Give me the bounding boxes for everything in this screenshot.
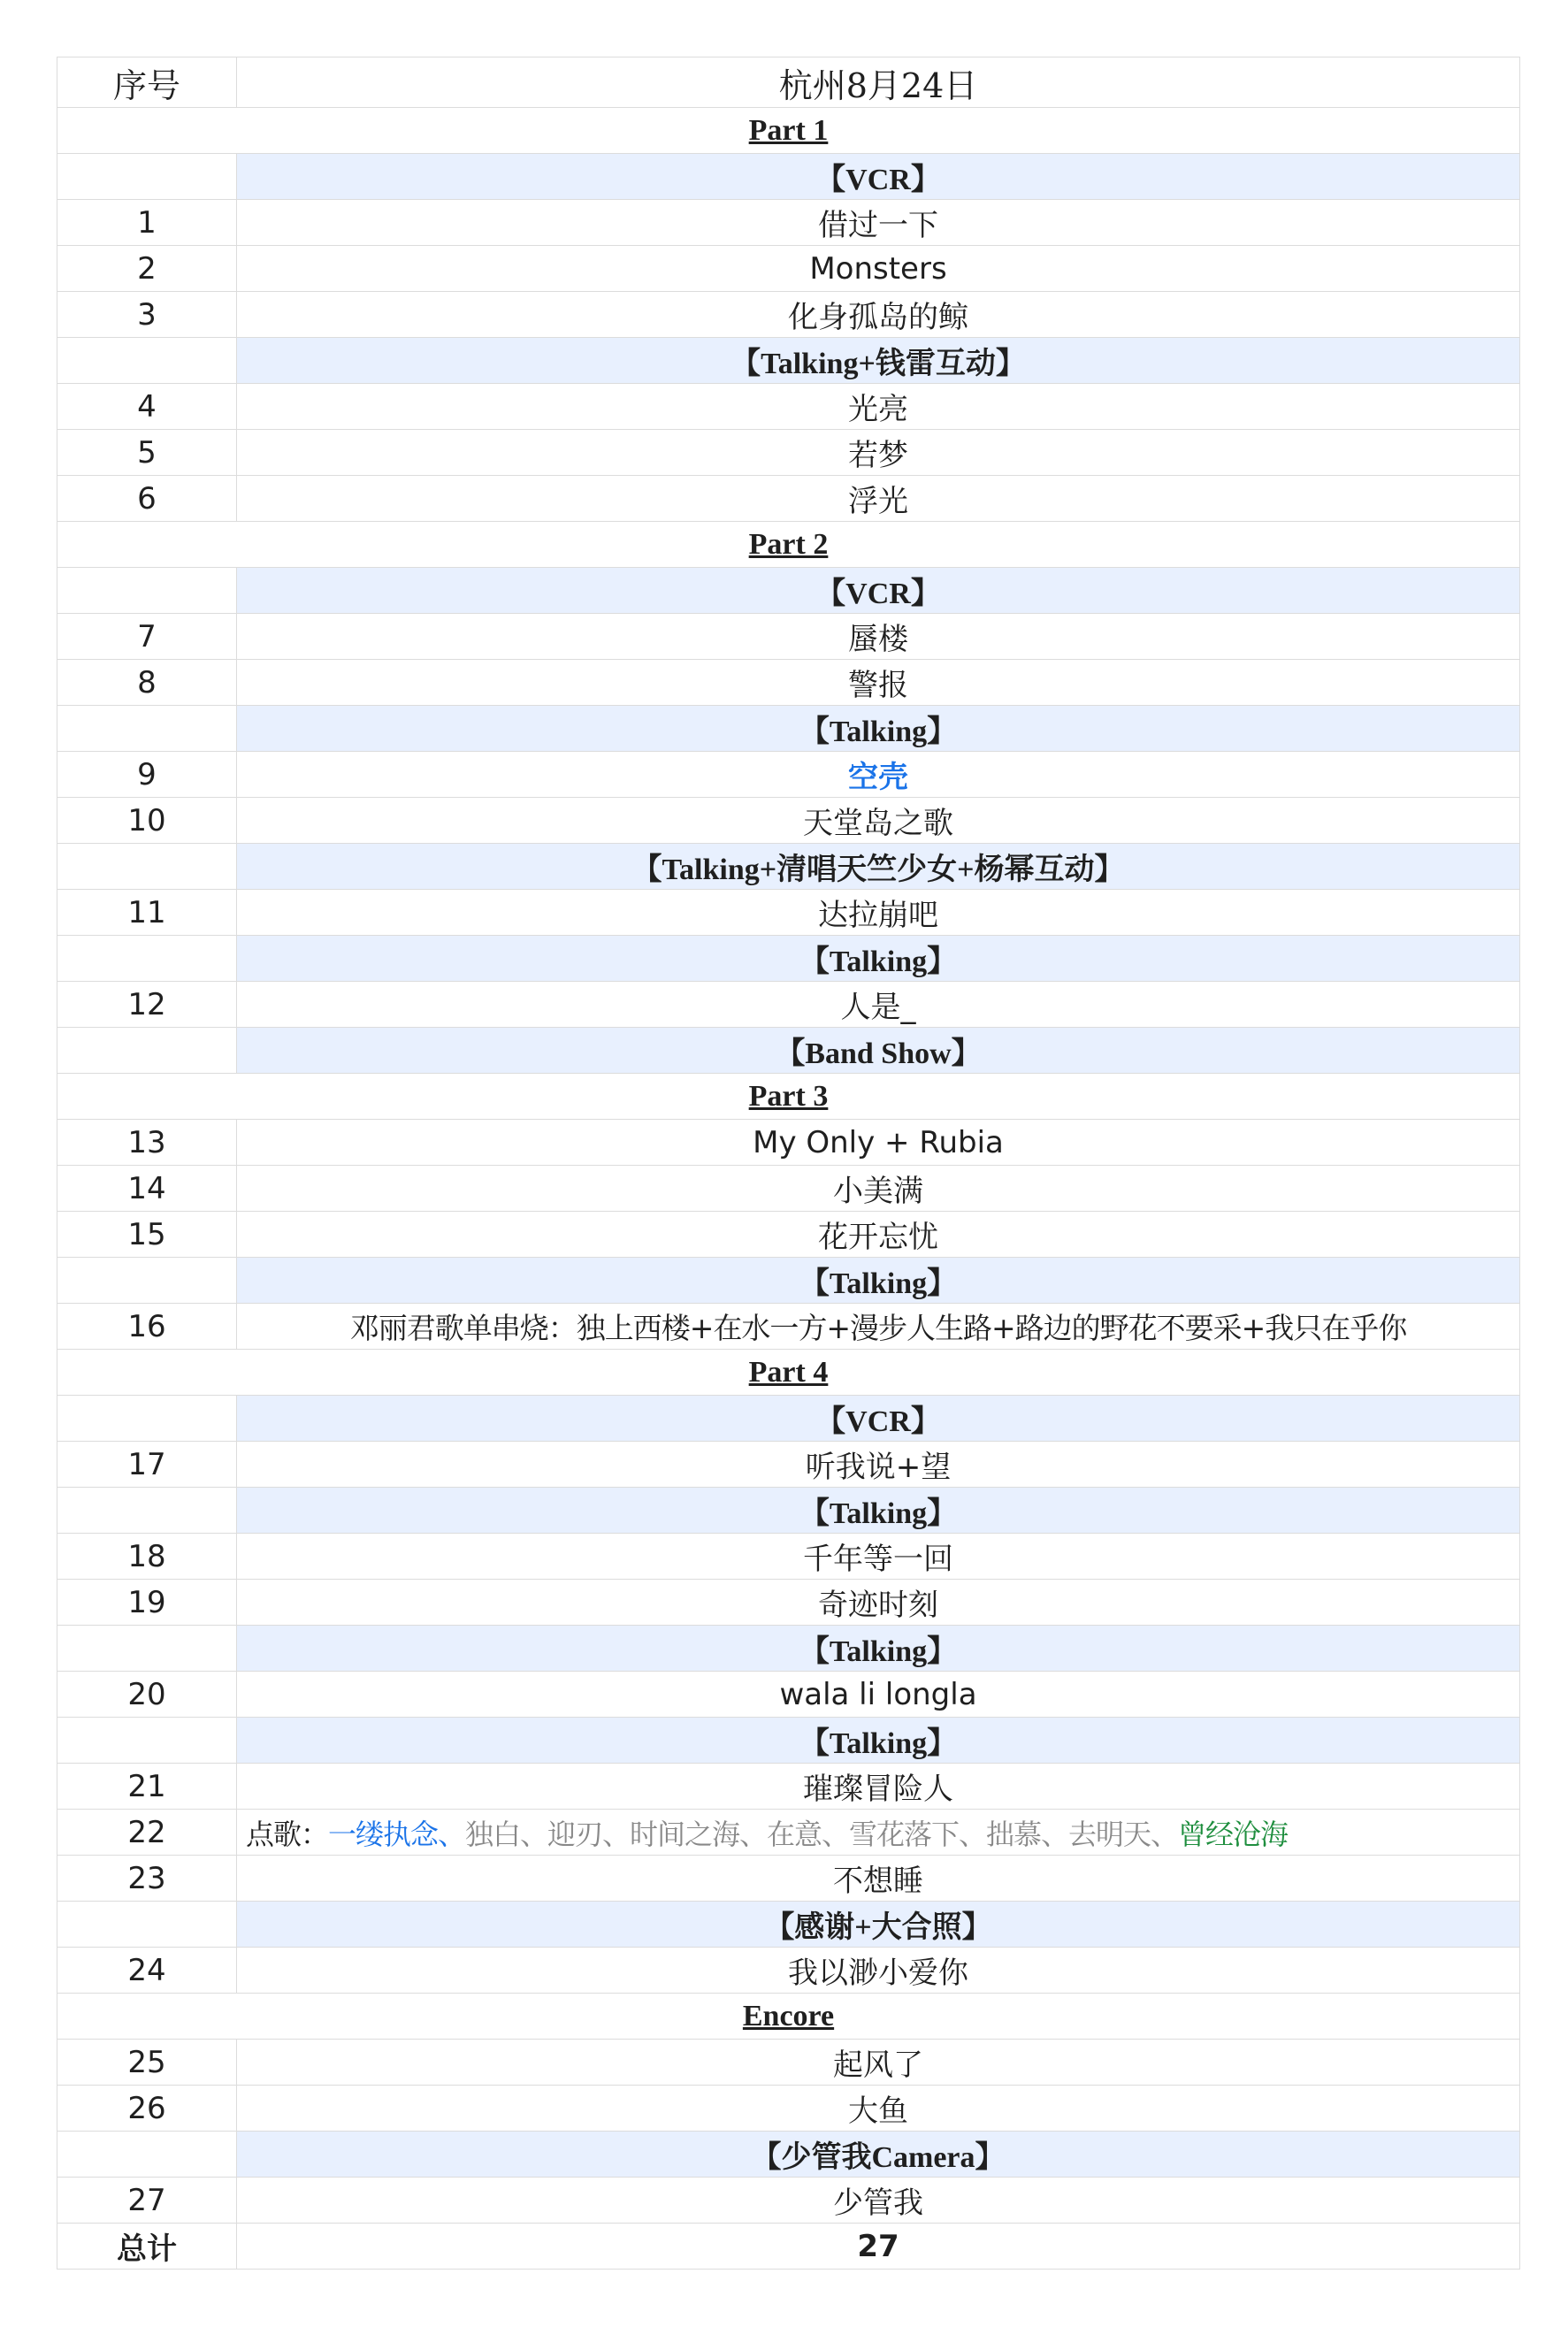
song-title-cell[interactable]: Monsters (237, 246, 1520, 292)
request-segment: 曾经沧海 (1178, 1817, 1289, 1851)
segment-label-cell[interactable]: 【Talking+钱雷互动】 (237, 338, 1520, 384)
section-title-cell[interactable]: Encore (57, 1994, 1520, 2040)
number-cell[interactable]: 16 (57, 1304, 237, 1350)
song-title-cell[interactable]: 我以渺小爱你 (237, 1948, 1520, 1994)
segment-row (57, 1626, 1520, 1672)
number-cell[interactable]: 27 (57, 2178, 237, 2224)
song-row (57, 1764, 1520, 1810)
number-cell[interactable]: 1 (57, 200, 237, 246)
request-segment: 一缕执念、 (328, 1817, 466, 1851)
song-row (57, 982, 1520, 1028)
segment-row (57, 1396, 1520, 1442)
number-cell[interactable] (57, 706, 237, 752)
song-title-cell[interactable]: 听我说+望 (237, 1442, 1520, 1488)
section-title-cell[interactable]: Part 3 (57, 1074, 1520, 1120)
number-cell[interactable]: 19 (57, 1580, 237, 1626)
number-cell[interactable] (57, 2132, 237, 2178)
number-cell[interactable]: 25 (57, 2040, 237, 2086)
segment-row (57, 1488, 1520, 1534)
segment-label-cell[interactable]: 【少管我Camera】 (237, 2132, 1520, 2178)
song-row (57, 1166, 1520, 1212)
song-title-cell[interactable]: 光亮 (237, 384, 1520, 430)
number-cell[interactable]: 9 (57, 752, 237, 798)
number-cell[interactable] (57, 1028, 237, 1074)
request-segment: 点歌： (246, 1817, 329, 1851)
song-row (57, 246, 1520, 292)
segment-label-cell[interactable]: 【VCR】 (237, 568, 1520, 614)
song-title-cell[interactable]: 蜃楼 (237, 614, 1520, 660)
song-row (57, 1212, 1520, 1258)
segment-label-cell[interactable]: 【VCR】 (237, 154, 1520, 200)
number-cell[interactable] (57, 154, 237, 200)
song-row (57, 1304, 1520, 1350)
song-row (57, 1948, 1520, 1994)
number-cell[interactable]: 26 (57, 2086, 237, 2132)
setlist-body (57, 57, 1520, 2270)
number-cell[interactable]: 11 (57, 890, 237, 936)
number-cell[interactable] (57, 1258, 237, 1304)
number-cell[interactable]: 18 (57, 1534, 237, 1580)
song-row (57, 430, 1520, 476)
number-cell[interactable] (57, 844, 237, 890)
song-title-cell[interactable]: My Only + Rubia (237, 1120, 1520, 1166)
segment-label-cell[interactable]: 【Talking】 (237, 1718, 1520, 1764)
song-title-cell[interactable]: 空壳 (237, 752, 1520, 798)
number-cell[interactable] (57, 568, 237, 614)
number-cell[interactable] (57, 1396, 237, 1442)
segment-label-cell[interactable]: 【Talking】 (237, 1258, 1520, 1304)
segment-label-cell[interactable]: 【VCR】 (237, 1396, 1520, 1442)
request-segment: 独白、迎刃、时间之海、在意、雪花落下、拙慕、去明天、 (465, 1817, 1179, 1851)
song-row (57, 200, 1520, 246)
song-row (57, 798, 1520, 844)
number-cell[interactable]: 21 (57, 1764, 237, 1810)
total-label-cell[interactable]: 总计 (57, 2224, 237, 2270)
song-title-cell[interactable]: 不想睡 (237, 1856, 1520, 1902)
segment-label-cell[interactable]: 【感谢+大合照】 (237, 1902, 1520, 1948)
section-title-cell[interactable]: Part 4 (57, 1350, 1520, 1396)
number-cell[interactable]: 5 (57, 430, 237, 476)
segment-label-cell[interactable]: 【Talking】 (237, 706, 1520, 752)
song-title-cell[interactable]: 璀璨冒险人 (237, 1764, 1520, 1810)
number-cell[interactable] (57, 1902, 237, 1948)
header-row (57, 57, 1520, 108)
song-request-cell[interactable] (237, 1810, 1520, 1856)
segment-label-cell[interactable]: 【Band Show】 (237, 1028, 1520, 1074)
setlist-table (57, 57, 1520, 2270)
number-cell[interactable] (57, 936, 237, 982)
section-row (57, 1074, 1520, 1120)
song-title-cell[interactable]: 奇迹时刻 (237, 1580, 1520, 1626)
segment-label-cell[interactable]: 【Talking】 (237, 936, 1520, 982)
number-cell[interactable] (57, 1718, 237, 1764)
number-cell[interactable]: 20 (57, 1672, 237, 1718)
segment-label-cell[interactable]: 【Talking】 (237, 1488, 1520, 1534)
header-num-cell[interactable]: 序号 (57, 57, 237, 108)
song-title-cell[interactable]: 浮光 (237, 476, 1520, 522)
song-row (57, 614, 1520, 660)
song-row (57, 1856, 1520, 1902)
song-row (57, 1672, 1520, 1718)
number-cell[interactable]: 3 (57, 292, 237, 338)
total-row (57, 2224, 1520, 2270)
number-cell[interactable]: 23 (57, 1856, 237, 1902)
segment-row (57, 936, 1520, 982)
song-title-cell[interactable]: 人是_ (237, 982, 1520, 1028)
segment-row (57, 154, 1520, 200)
song-title-cell[interactable]: 千年等一回 (237, 1534, 1520, 1580)
section-row (57, 1350, 1520, 1396)
header-title-cell[interactable]: 杭州8月24日 (237, 57, 1520, 108)
segment-row (57, 844, 1520, 890)
song-row (57, 2086, 1520, 2132)
number-cell[interactable]: 10 (57, 798, 237, 844)
number-cell[interactable]: 2 (57, 246, 237, 292)
song-row (57, 1580, 1520, 1626)
song-title-cell[interactable]: 化身孤岛的鲸 (237, 292, 1520, 338)
number-cell[interactable]: 14 (57, 1166, 237, 1212)
number-cell[interactable] (57, 338, 237, 384)
number-cell[interactable] (57, 1488, 237, 1534)
number-cell[interactable]: 8 (57, 660, 237, 706)
song-row (57, 2040, 1520, 2086)
segment-row (57, 1902, 1520, 1948)
number-cell[interactable]: 24 (57, 1948, 237, 1994)
song-row (57, 1534, 1520, 1580)
number-cell[interactable]: 15 (57, 1212, 237, 1258)
segment-row (57, 1028, 1520, 1074)
song-row (57, 752, 1520, 798)
song-title-cell[interactable]: wala li longla (237, 1672, 1520, 1718)
segment-row (57, 338, 1520, 384)
song-title-cell[interactable]: 达拉崩吧 (237, 890, 1520, 936)
section-title-cell[interactable]: Part 2 (57, 522, 1520, 568)
section-row (57, 1994, 1520, 2040)
number-cell[interactable]: 6 (57, 476, 237, 522)
segment-label-cell[interactable]: 【Talking】 (237, 1626, 1520, 1672)
song-title-cell[interactable]: 少管我 (237, 2178, 1520, 2224)
segment-label-cell[interactable]: 【Talking+清唱天竺少女+杨幂互动】 (237, 844, 1520, 890)
segment-row (57, 2132, 1520, 2178)
segment-row (57, 1718, 1520, 1764)
segment-row (57, 1258, 1520, 1304)
song-row (57, 476, 1520, 522)
song-title-cell[interactable]: 借过一下 (237, 200, 1520, 246)
number-cell[interactable]: 17 (57, 1442, 237, 1488)
song-row (57, 292, 1520, 338)
number-cell[interactable]: 4 (57, 384, 237, 430)
song-title-cell[interactable]: 花开忘忧 (237, 1212, 1520, 1258)
number-cell[interactable]: 22 (57, 1810, 237, 1856)
song-title-cell[interactable]: 小美满 (237, 1166, 1520, 1212)
song-row (57, 1442, 1520, 1488)
song-title-cell[interactable]: 邓丽君歌单串烧：独上西楼+在水一方+漫步人生路+路边的野花不要采+我只在乎你 (237, 1304, 1520, 1350)
song-title-cell[interactable]: 大鱼 (237, 2086, 1520, 2132)
song-row (57, 384, 1520, 430)
number-cell[interactable] (57, 1626, 237, 1672)
song-row (57, 660, 1520, 706)
segment-row (57, 568, 1520, 614)
song-title-cell[interactable]: 警报 (237, 660, 1520, 706)
song-row (57, 890, 1520, 936)
song-row (57, 1810, 1520, 1856)
segment-row (57, 706, 1520, 752)
number-cell[interactable]: 7 (57, 614, 237, 660)
song-title-cell[interactable]: 若梦 (237, 430, 1520, 476)
number-cell[interactable]: 12 (57, 982, 237, 1028)
section-row (57, 108, 1520, 154)
song-title-cell[interactable]: 起风了 (237, 2040, 1520, 2086)
number-cell[interactable]: 13 (57, 1120, 237, 1166)
section-row (57, 522, 1520, 568)
total-value-cell[interactable]: 27 (237, 2224, 1520, 2270)
song-row (57, 2178, 1520, 2224)
song-row (57, 1120, 1520, 1166)
section-title-cell[interactable]: Part 1 (57, 108, 1520, 154)
song-title-cell[interactable]: 天堂岛之歌 (237, 798, 1520, 844)
